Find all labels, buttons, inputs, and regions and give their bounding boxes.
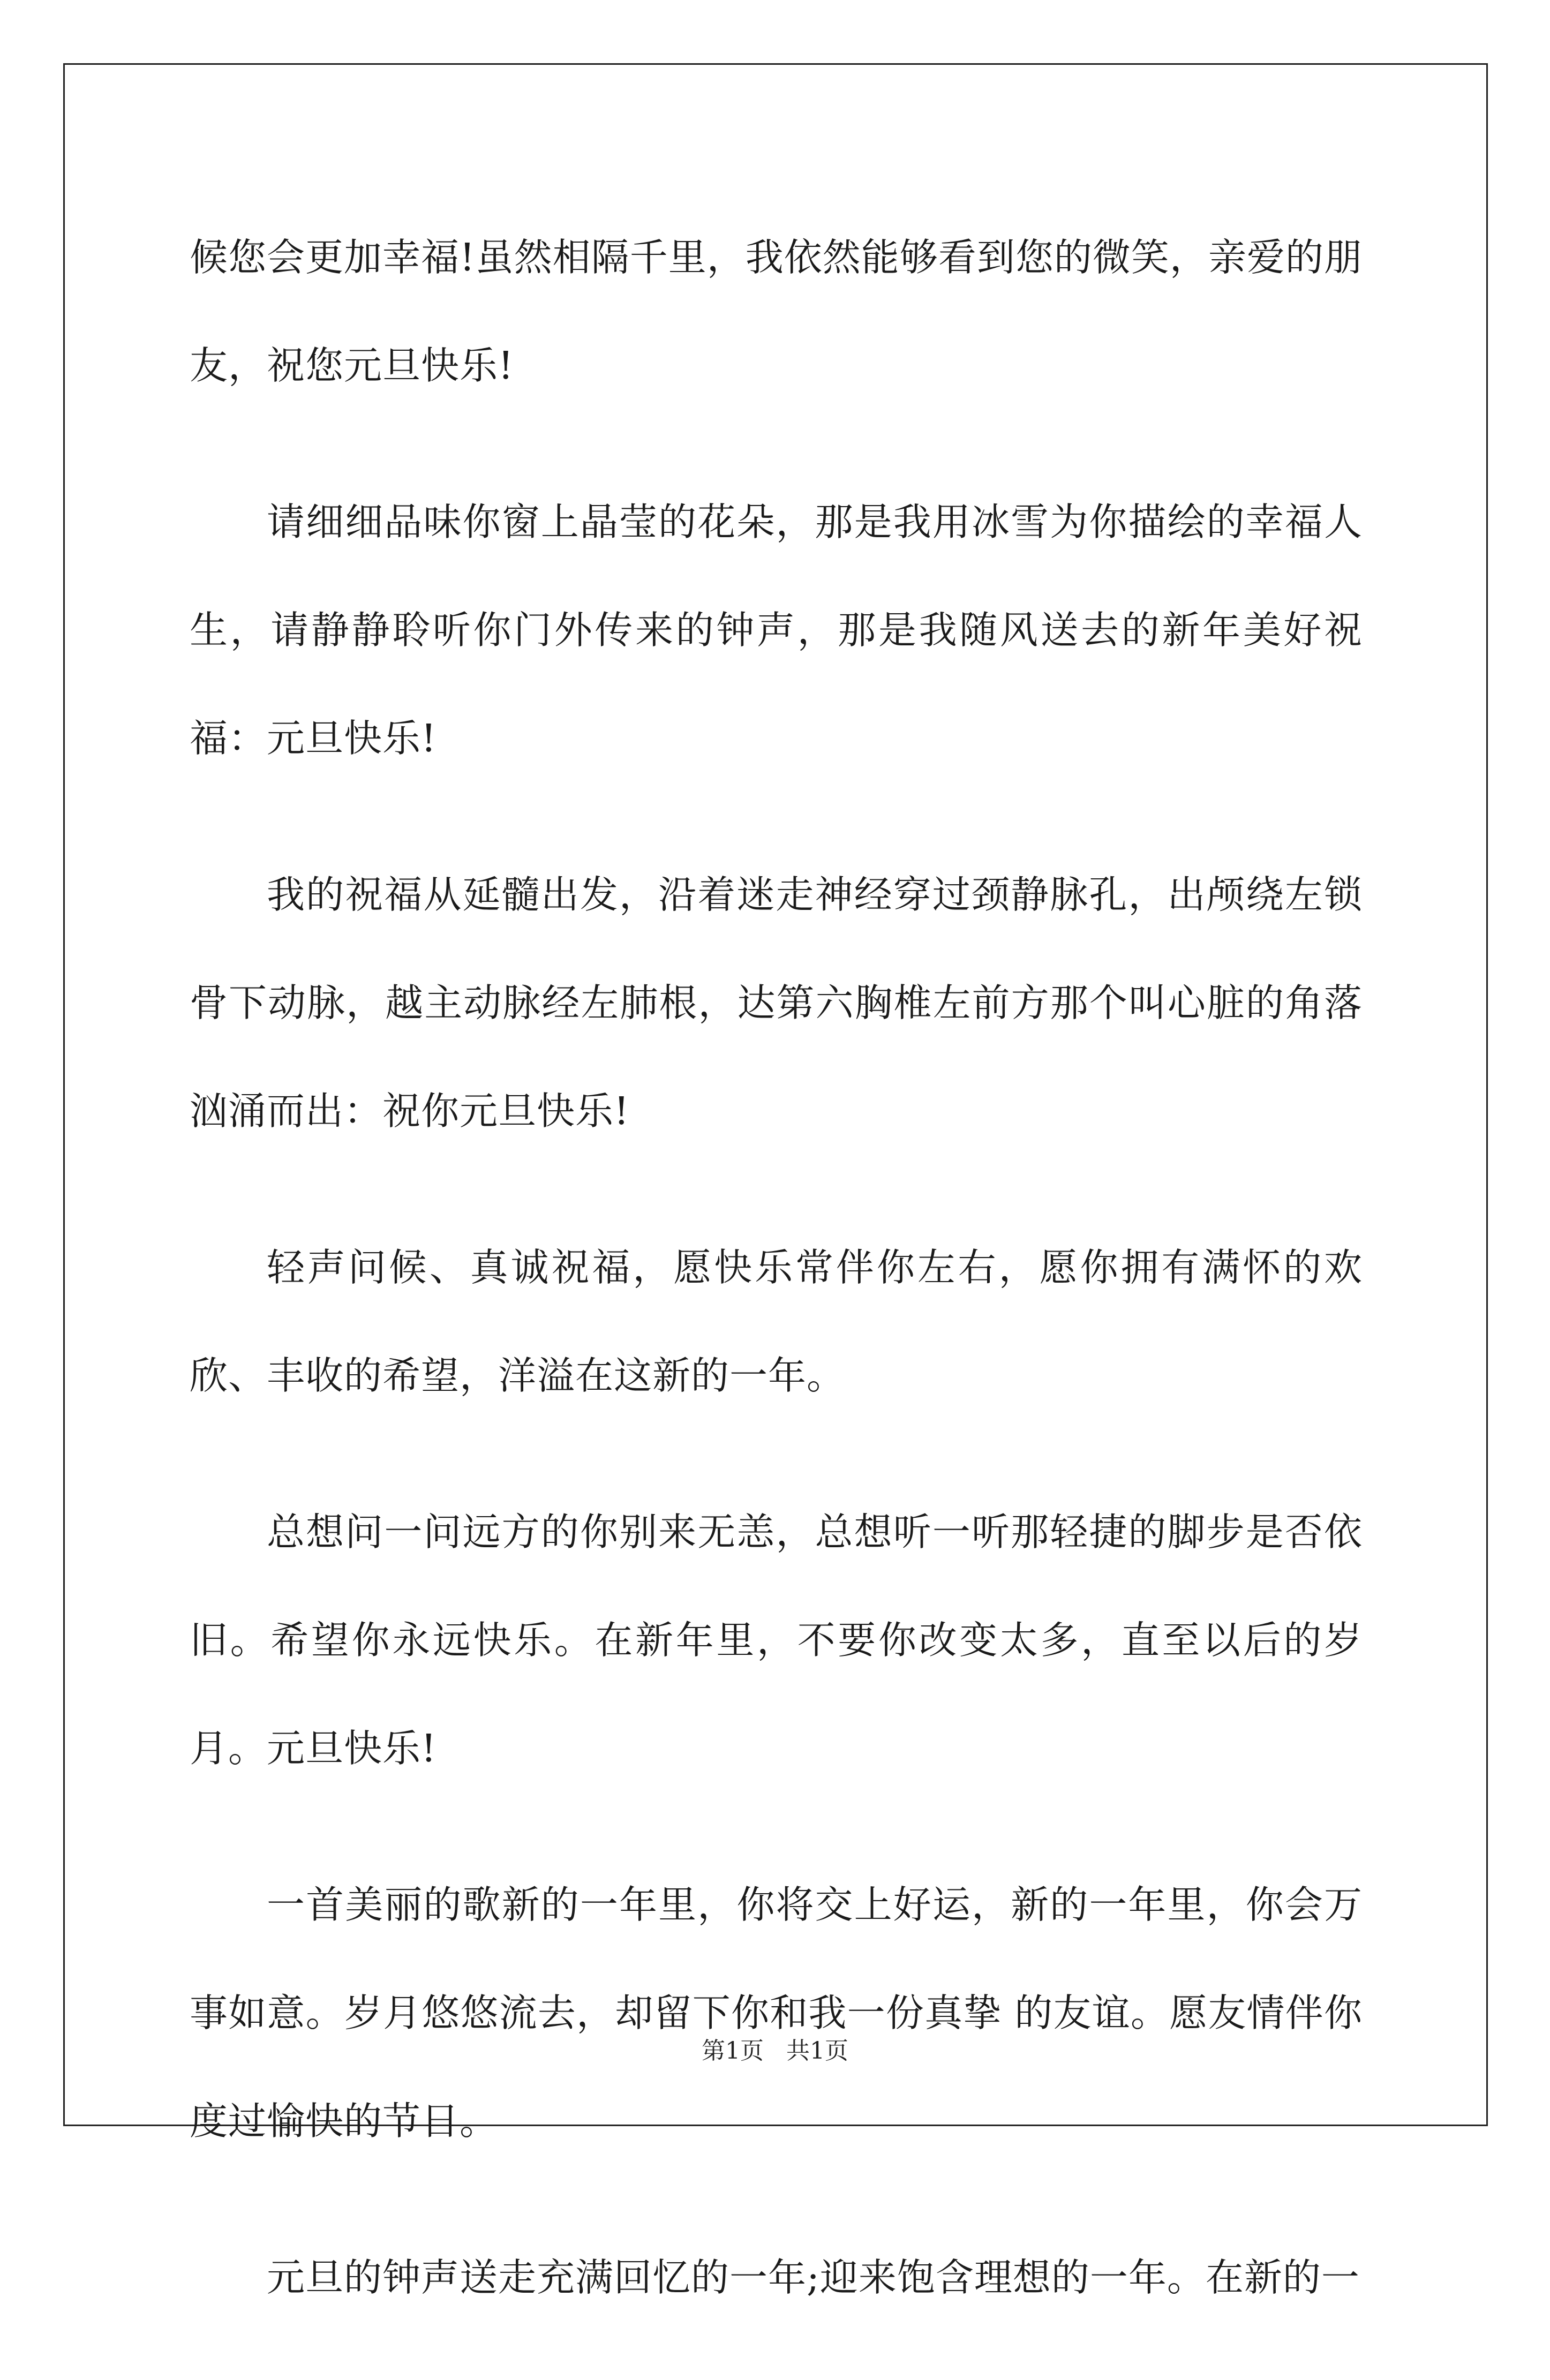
paragraph-5: 总想问一问远方的你别来无恙，总想听一听那轻捷的脚步是否依旧。希望你永远快乐。在新年里，不要你改变太多，直至以后的岁月。元旦快乐! [190,1510,1363,1771]
paragraph-2: 请细细品味你窗上晶莹的花朵，那是我用冰雪为你描绘的幸福人生，请静静聆听你门外传来的钟声，那是我随风送去的新年美好祝福：元旦快乐! [190,500,1363,760]
paragraph-7: 元旦的钟声送走充满回忆的一年;迎来饱含理想的一年。在新的一 [267,2255,1360,2300]
page-total: 共1页 [786,2037,848,2065]
paragraph-1: 候您会更加幸福!虽然相隔千里，我依然能够看到您的微笑，亲爱的朋友，祝您元旦快乐! [190,235,1363,388]
paragraph-6: 一首美丽的歌新的一年里，你将交上好运，新的一年里，你会万事如意。岁月悠悠流去，却留下你和我一份真挚 的友谊。愿友情伴你度过愉快的节日。 [190,1882,1363,2143]
page-footer [0,2035,1550,2067]
page-number: 第1页 [702,2037,764,2065]
footer-spacer [764,2037,786,2065]
paragraph-3: 我的祝福从延髓出发，沿着迷走神经穿过颈静脉孔，出颅绕左锁骨下动脉，越主动脉经左肺根，达第六胸椎左前方那个叫心脏的角落汹涌而出：祝你元旦快乐! [190,872,1363,1133]
paragraph-4: 轻声问候、真诚祝福，愿快乐常伴你左右，愿你拥有满怀的欢欣、丰收的希望，洋溢在这新的一年。 [190,1245,1363,1398]
